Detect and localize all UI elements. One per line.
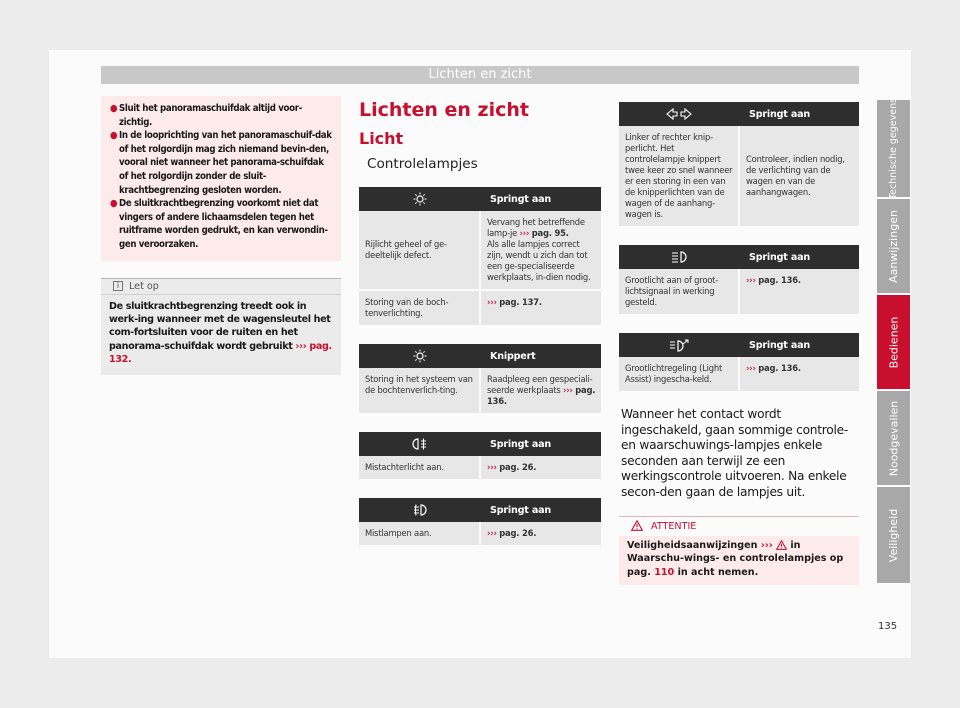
lamp-table-rear-fog [359,432,601,481]
bullet-icon: ● [110,130,118,142]
left-column [101,96,341,375]
table-cell: Vervang het betreffende lamp-je ››› pag. 95. Als alle lampjes correct zijn, wendt u zich dan tot een ge-specialiseerde werkplaats, in-dien nodig. [480,211,601,290]
table-cell: Linker of rechter knip-perlicht. Het controlelampje knippert twee keer zo snel wanneer er een storing in een van de knipperlichten van de wagen of de aanhang-wagen is. [619,126,739,227]
table-cell: Mistlampen aan. [359,522,480,546]
lamp-table-light-fault [359,187,601,327]
bullet-icon: ● [110,198,118,210]
lamp-table-high-beam [619,245,859,316]
light-fault-icon [359,344,480,368]
turn-signal-arrows-icon [619,102,739,126]
warning-item: ● Sluit het panoramaschuifdak altijd voor-zichtig. [110,103,302,128]
page-link[interactable]: pag. 95. [531,228,569,238]
tab-technische-gegevens[interactable]: Technische gegevens [877,100,910,197]
table-header: Springt aan [480,187,601,211]
ref-arrow: ››› [295,340,307,352]
table-header: Springt aan [480,432,601,456]
page-link[interactable]: 110 [654,566,675,578]
note-box [101,278,341,375]
light-assist-icon [619,333,739,357]
table-cell: ››› pag. 26. [480,522,601,546]
table-cell: ››› pag. 137. [480,290,601,326]
warning-triangle-icon [631,521,643,532]
tab-aanwijzingen[interactable]: Aanwijzingen [877,199,910,293]
table-cell: Raadpleeg een gespeciali-seerde werkplaats ››› pag. 136. [480,368,601,414]
attention-body: Veiligheidsaanwijzingen ››› in Waarschu-wings- en controlelampjes op pag. 110 in acht nemen. [627,539,844,578]
lamp-table-fog [359,498,601,547]
table-cell: ››› pag. 26. [480,456,601,480]
high-beam-icon [619,245,739,269]
page-link[interactable]: pag. 137. [499,297,542,307]
middle-column [359,98,601,547]
tab-bedienen[interactable]: Bedienen [877,295,910,389]
lamp-table-light-fault-flashing [359,344,601,415]
attention-header: ATTENTIE [619,516,859,536]
table-header: Springt aan [739,102,859,126]
attention-box [619,516,859,586]
table-cell: Mistachterlicht aan. [359,456,480,480]
table-cell: Grootlichtregeling (Light Assist) ingescha-keld. [619,357,739,392]
light-fault-icon [359,187,480,211]
table-header: Knippert [480,344,601,368]
info-icon: i [113,281,123,291]
table-cell: Storing van de boch-tenverlichting. [359,290,480,326]
table-header: Springt aan [739,333,859,357]
warning-triangle-icon [776,540,787,551]
right-column [619,102,859,585]
page-header: Lichten en zicht [101,66,859,84]
rear-fog-light-icon [359,432,480,456]
table-cell: ››› pag. 136. [739,357,859,392]
page-link[interactable]: pag. 26. [499,462,537,472]
fog-light-icon [359,498,480,522]
page-link[interactable]: pag. 132. [109,340,332,366]
page-link[interactable]: pag. 136. [758,363,801,373]
warning-box [101,96,341,261]
note-header: i Let op [101,278,341,295]
table-header: Springt aan [739,245,859,269]
section-subtitle: Licht [359,129,404,148]
table-cell: Grootlicht aan of groot-lichtsignaal in werking gesteld. [619,269,739,315]
note-body: De sluitkrachtbegrenzing treedt ook in werk-ing wanneer met de wagensleutel het com-fortsluiten voor de ruiten en het panorama-schuifdak wordt gebruikt ››› pag. 132. [109,300,332,366]
body-paragraph: Wanneer het contact wordt ingeschakeld, gaan sommige controle- en waarschuwings-lampjes enkele seconden aan terwijl ze een werkingscontrole uitvoeren. Na enkele secon-den gaan de lampjes uit. [621,407,849,499]
page-link[interactable]: pag. 136. [758,275,801,285]
lamp-table-turn-signal [619,102,859,228]
page-link[interactable]: pag. 26. [499,528,537,538]
table-header: Springt aan [480,498,601,522]
table-cell: Controleer, indien nodig, de verlichting van de wagen en van de aanhangwagen. [739,126,859,227]
tab-veiligheid[interactable]: Veiligheid [877,487,910,583]
page-number: 135 [878,621,898,632]
lamp-table-light-assist [619,333,859,393]
tab-noodgevallen[interactable]: Noodgevallen [877,391,910,485]
bullet-icon: ● [110,103,118,114]
warning-item: ● De sluitkrachtbegrenzing voorkomt niet dat vingers of andere lichaamsdelen tegen het ruitframe worden gedrukt, en kan verwondin-gen veroorzaken. [110,198,328,250]
warning-item: ● In de looprichting van het panoramaschuif-dak of het rolgordijn mag zich niemand bevin-den, vooral niet wanneer het panorama-schuifdak of het rolgordijn zonder de sluit-krachtbegrenzing gesloten worden. [110,130,332,196]
section-heading: Controlelampjes [367,156,478,172]
table-cell: Rijlicht geheel of ge-deeltelijk defect. [359,211,480,290]
table-cell: ››› pag. 136. [739,269,859,315]
page-link[interactable]: pag. 136. [487,385,596,406]
table-cell: Storing in het systeem van de bochtenverlich-ting. [359,368,480,414]
section-title: Lichten en zicht [359,99,529,121]
